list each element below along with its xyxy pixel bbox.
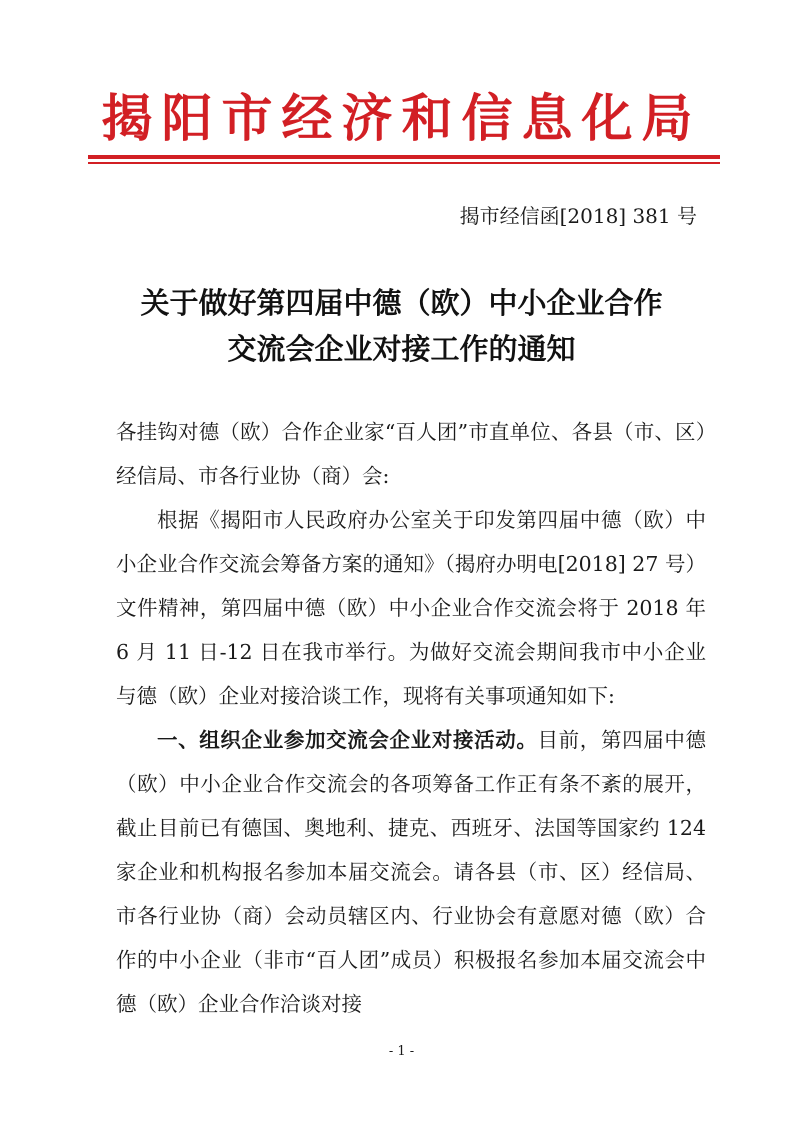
masthead-red-rule-thick: [88, 155, 720, 159]
title-line-2: 交流会企业对接工作的通知: [227, 332, 576, 366]
paragraph-1: 根据《揭阳市人民政府办公室关于印发第四届中德（欧）中小企业合作交流会筹备方案的通知》（揭府办明电[2018] 27 号）文件精神，第四届中德（欧）中小企业合作交流会将于 2018 年 6 月 11 日-12 日在我市举行。为做好交流会期间我市中小企业与德（欧）企业对接洽谈工作，现将有关事项通知如下:: [116, 508, 706, 708]
org-masthead: 揭阳市经济和信息化局: [101, 89, 702, 149]
document-number: 揭市经信函[2018] 381 号: [459, 204, 697, 228]
document-body: [116, 410, 706, 1026]
section-1-text: 目前，第四届中德（欧）中小企业合作交流会的各项筹备工作正有条不紊的展开，截止目前已有德国、奥地利、捷克、西班牙、法国等国家约 124 家企业和机构报名参加本届交流会。请各县（市、区）经信局、市各行业协（商）会动员辖区内、行业协会有意愿对德（欧）合作的中小企业（非市“百人团”成员）积极报名参加本届交流会中德（欧）企业合作洽谈对接: [116, 728, 707, 1016]
document-title: [0, 280, 803, 372]
masthead-red-rule-thin: [88, 162, 720, 164]
addressee: 各挂钩对德（欧）合作企业家“百人团”市直单位、各县（市、区）经信局、市各行业协（商）会:: [116, 420, 706, 488]
page-number: - 1 -: [388, 1044, 415, 1059]
section-1-heading: 一、组织企业参加交流会企业对接活动。: [157, 728, 538, 752]
section-1: [116, 718, 706, 1026]
title-line-1: 关于做好第四届中德（欧）中小企业合作: [140, 286, 663, 320]
